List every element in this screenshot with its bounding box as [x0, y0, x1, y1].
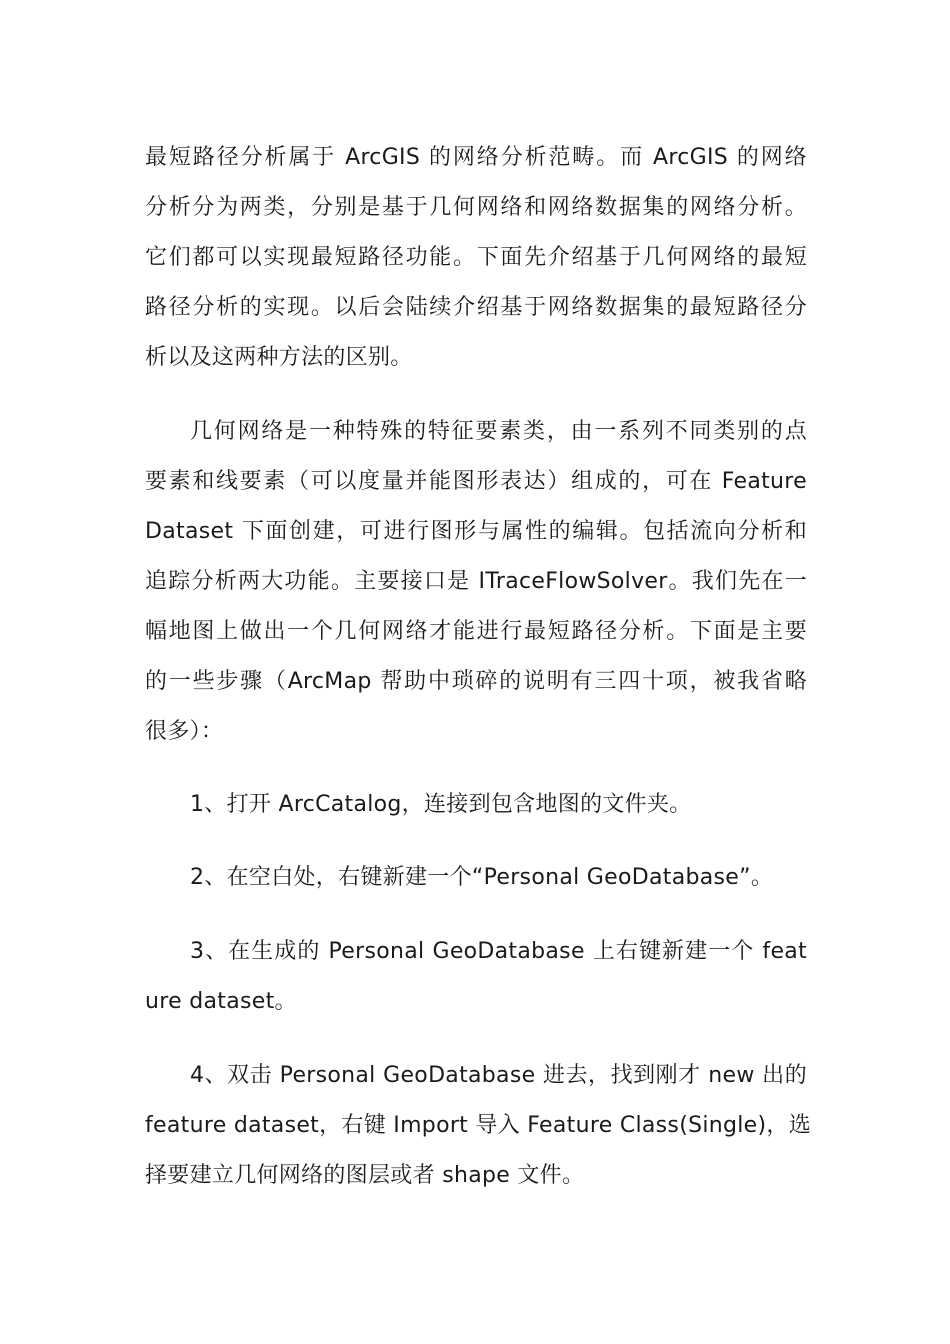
paragraph-2-line-6: 的一些步骤（ArcMap 帮助中琐碎的说明有三四十项，被我省略	[145, 669, 807, 694]
step-3-line-1: 3、在生成的 Personal GeoDatabase 上右键新建一个 feat	[190, 939, 807, 964]
step-1-line-1: 1、打开 ArcCatalog，连接到包含地图的文件夹。	[190, 792, 692, 817]
paragraph-1-line-5: 析以及这两种方法的区别。	[145, 345, 413, 370]
paragraph-2-line-7: 很多）：	[145, 719, 224, 744]
paragraph-1-line-1: 最短路径分析属于 ArcGIS 的网络分析范畴。而 ArcGIS 的网络	[145, 145, 807, 170]
paragraph-1-line-2: 分析分为两类，分别是基于几何网络和网络数据集的网络分析。	[145, 195, 807, 220]
paragraph-1-line-3: 它们都可以实现最短路径功能。下面先介绍基于几何网络的最短	[145, 245, 807, 270]
step-4-line-3: 择要建立几何网络的图层或者 shape 文件。	[145, 1163, 585, 1188]
paragraph-2-line-2: 要素和线要素（可以度量并能图形表达）组成的，可在 Feature	[145, 469, 807, 494]
paragraph-1-line-4: 路径分析的实现。以后会陆续介绍基于网络数据集的最短路径分	[145, 295, 807, 320]
step-4-line-1: 4、双击 Personal GeoDatabase 进去，找到刚才 new 出的	[190, 1063, 807, 1088]
step-3-line-2: ure dataset。	[145, 989, 297, 1014]
step-4-line-2: feature dataset，右键 Import 导入 Feature Class(Single)，选	[145, 1113, 811, 1138]
paragraph-2-line-3: Dataset 下面创建，可进行图形与属性的编辑。包括流向分析和	[145, 519, 807, 544]
paragraph-2-line-5: 幅地图上做出一个几何网络才能进行最短路径分析。下面是主要	[145, 619, 807, 644]
paragraph-2-line-1: 几何网络是一种特殊的特征要素类，由一系列不同类别的点	[190, 419, 807, 444]
paragraph-2-line-4: 追踪分析两大功能。主要接口是 ITraceFlowSolver。我们先在一	[145, 569, 807, 594]
step-2-line-1: 2、在空白处，右键新建一个“Personal GeoDatabase”。	[190, 865, 774, 890]
